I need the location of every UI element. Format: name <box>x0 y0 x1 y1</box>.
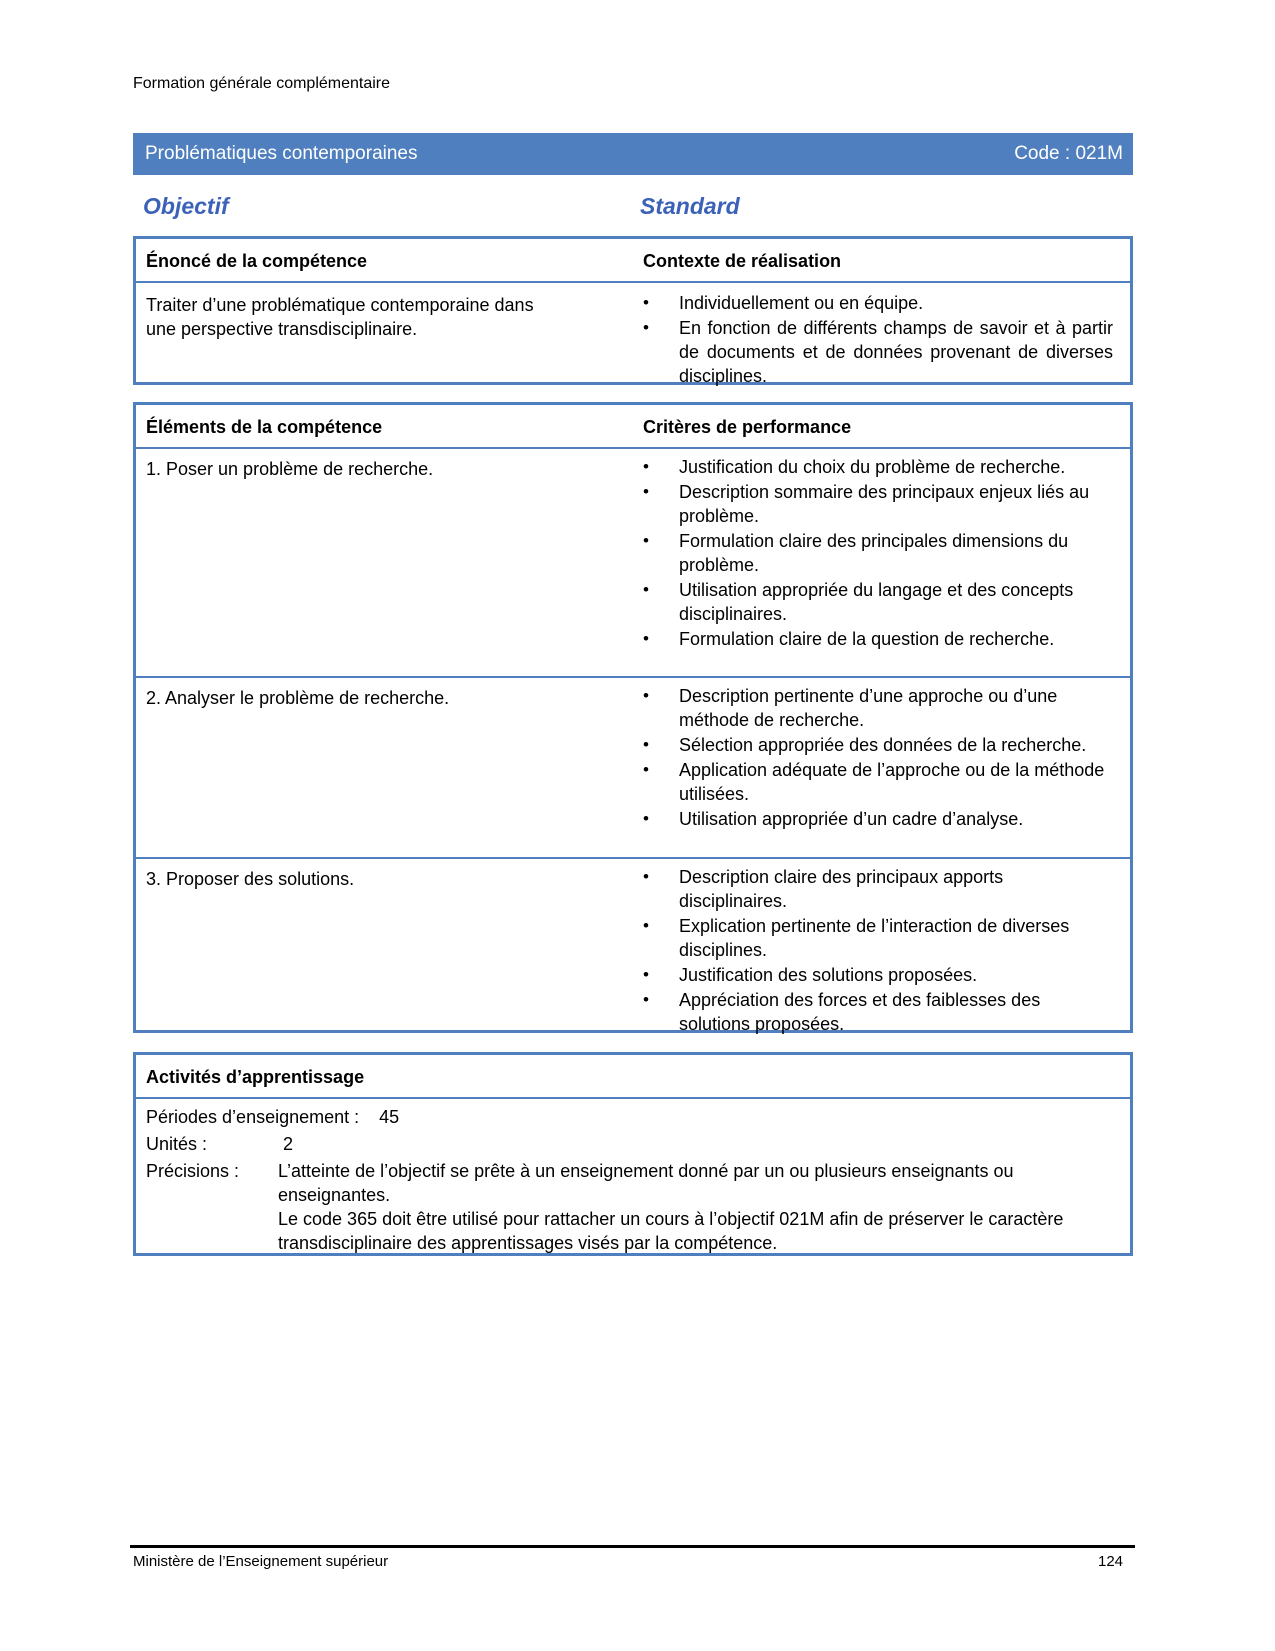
activities-box-header <box>136 1055 1130 1099</box>
elements-heading: Éléments de la compétence <box>146 417 383 437</box>
element-label: 3. Proposer des solutions. <box>146 869 355 889</box>
units-value: 2 <box>283 1134 294 1154</box>
criteria-list <box>643 455 1113 652</box>
competence-statement-line: une perspective transdisciplinaire. <box>146 319 418 339</box>
units-label: Unités : <box>146 1134 208 1154</box>
context-list <box>643 291 1113 389</box>
criteria-list <box>643 684 1113 832</box>
list-item: • Sélection appropriée des données de la recherche. <box>643 733 1113 757</box>
footer-divider <box>130 1545 1135 1548</box>
competence-heading: Énoncé de la compétence <box>146 251 368 271</box>
list-item: • Description claire des principaux apports disciplinaires. <box>643 865 1113 913</box>
elements-box <box>133 402 1133 1033</box>
list-item: • Formulation claire de la question de recherche. <box>643 627 1113 651</box>
element-row-3 <box>136 859 1130 1035</box>
competence-box-header <box>136 239 1130 283</box>
element-row-1 <box>136 449 1130 678</box>
list-item: • Justification des solutions proposées. <box>643 963 1113 987</box>
periods-label: Périodes d’enseignement : <box>146 1107 360 1127</box>
precisions-paragraph: L’atteinte de l’objectif se prête à un enseignement donné par un ou plusieurs enseignants ou enseignantes. <box>278 1161 1014 1205</box>
course-title: Problématiques contemporaines <box>145 143 418 164</box>
list-item: • Description pertinente d’une approche ou d’une méthode de recherche. <box>643 684 1113 732</box>
precisions-label: Précisions : <box>146 1161 240 1181</box>
criteria-heading: Critères de performance <box>643 417 852 437</box>
activities-box <box>133 1052 1133 1256</box>
list-item: • Description sommaire des principaux enjeux liés au problème. <box>643 480 1113 528</box>
standard-label: Standard <box>640 193 740 219</box>
list-item: • Appréciation des forces et des faiblesses des solutions proposées. <box>643 988 1113 1036</box>
criteria-list <box>643 865 1113 1037</box>
list-item: • Formulation claire des principales dimensions du problème. <box>643 529 1113 577</box>
competence-statement <box>146 293 616 341</box>
periods-value: 45 <box>379 1107 400 1127</box>
course-banner <box>133 133 1133 175</box>
program-header: Formation générale complémentaire <box>133 75 391 92</box>
footer-ministry: Ministère de l’Enseignement supérieur <box>133 1553 389 1570</box>
list-item: • Individuellement ou en équipe. <box>643 291 1113 315</box>
activities-heading: Activités d’apprentissage <box>146 1067 365 1087</box>
footer-page-number: 124 <box>1098 1553 1124 1570</box>
precisions-paragraph: Le code 365 doit être utilisé pour rattacher un cours à l’objectif 021M afin de préserver le caractère transdisciplinaire des apprentissages visés par la compétence. <box>278 1209 1064 1253</box>
units-line <box>146 1132 293 1156</box>
element-label: 1. Poser un problème de recherche. <box>146 459 434 479</box>
list-item: • Application adéquate de l’approche ou de la méthode utilisées. <box>643 758 1113 806</box>
objectif-label: Objectif <box>143 193 229 219</box>
list-item: • Explication pertinente de l’interaction de diverses disciplines. <box>643 914 1113 962</box>
competence-statement-line: Traiter d’une problématique contemporaine dans <box>146 295 534 315</box>
list-item: • Utilisation appropriée d’un cadre d’analyse. <box>643 807 1113 831</box>
list-item: • Utilisation appropriée du langage et des concepts disciplinaires. <box>643 578 1113 626</box>
precisions-text <box>278 1159 1098 1255</box>
element-row-2 <box>136 678 1130 859</box>
context-heading: Contexte de réalisation <box>643 251 842 271</box>
list-item: • En fonction de différents champs de savoir et à partir de documents et de données provenant de diverses disciplines. <box>643 316 1113 388</box>
list-item: • Justification du choix du problème de recherche. <box>643 455 1113 479</box>
elements-box-header <box>136 405 1130 449</box>
periods-line <box>146 1105 399 1129</box>
competence-box <box>133 236 1133 385</box>
course-code: Code : 021M <box>1014 143 1123 164</box>
element-label: 2. Analyser le problème de recherche. <box>146 688 450 708</box>
